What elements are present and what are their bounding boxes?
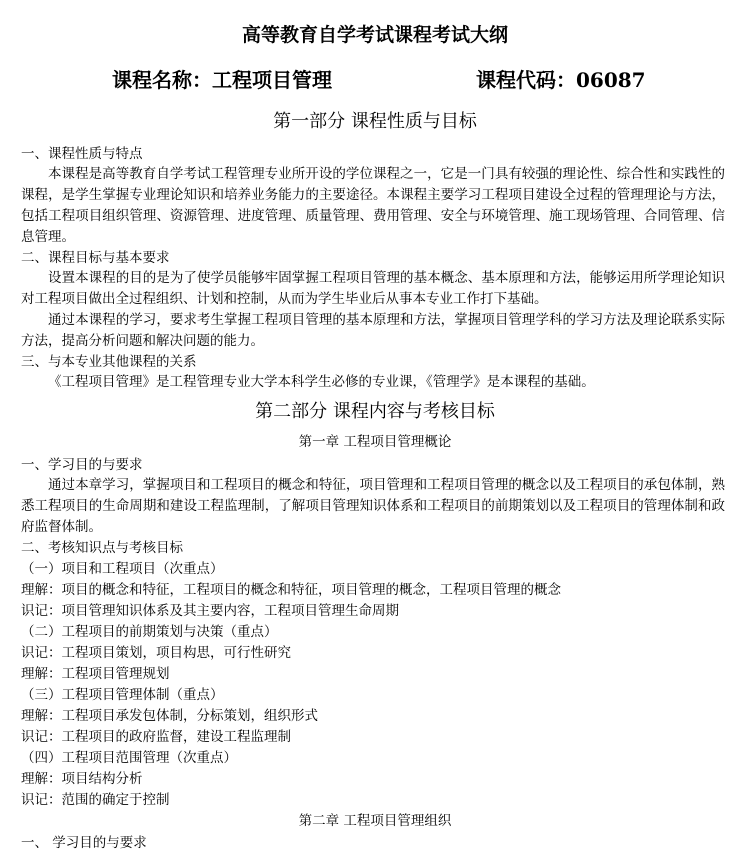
part1-section2-text1: 设置本课程的目的是为了使学员能够牢固掌握工程项目管理的基本概念、基本原理和方法，能够运用所学理论知识对工程项目做出全过程组织、计划和控制，从而为学生毕业后从事本专业工作打下基础。	[21, 270, 725, 307]
chapter1-point-line: 理解：工程项目承发包体制，分标策划，组织形式	[21, 708, 318, 724]
chapter2-goal-heading: 一、 学习目的与要求	[21, 835, 147, 851]
chapter1-point-line: 理解：工程项目管理规划	[21, 666, 170, 682]
chapter1-heading: 第一章 工程项目管理概论	[298, 434, 452, 450]
part1-section1-heading: 一、课程性质与特点	[21, 146, 143, 162]
part1-heading: 第一部分 课程性质与目标	[273, 111, 477, 132]
part1-section3-text: 《工程项目管理》是工程管理专业大学本科学生必修的专业课，《管理学》是本课程的基础。	[48, 374, 595, 390]
course-name: 课程名称：工程项目管理	[112, 68, 332, 92]
document-title: 高等教育自学考试课程考试大纲	[241, 24, 508, 46]
chapter1-point-line: 理解：项目结构分析	[21, 771, 143, 787]
part2-heading: 第二部分 课程内容与考核目标	[255, 401, 495, 422]
chapter1-point-line: 识记：项目管理知识体系及其主要内容，工程项目管理生命周期	[21, 603, 399, 619]
part1-section2-text2: 通过本课程的学习，要求考生掌握工程项目管理的基本原理和方法，掌握项目管理学科的学习方法及理论联系实际方法，提高分析问题和解决问题的能力。	[21, 312, 725, 349]
chapter1-point-line: （四）工程项目范围管理（次重点）	[21, 750, 237, 766]
chapter1-goal-text: 通过本章学习，掌握项目和工程项目的概念和特征，项目管理和工程项目管理的概念以及工程项目的承包体制，熟悉工程项目的生命周期和建设工程监理制，了解项目管理知识体系和工程项目的前期策划以及工程项目的管理体制和政府监督体制。	[21, 477, 725, 535]
course-code: 课程代码：06087	[476, 68, 646, 92]
chapter1-points-heading: 二、考核知识点与考核目标	[21, 540, 183, 556]
chapter1-point-line: 识记：工程项目的政府监督，建设工程监理制	[21, 729, 291, 745]
chapter1-point-line: 识记：工程项目策划，项目构思，可行性研究	[21, 645, 291, 661]
chapter1-point-line: 理解：项目的概念和特征，工程项目的概念和特征，项目管理的概念，工程项目管理的概念	[21, 582, 561, 598]
part1-section2-heading: 二、课程目标与基本要求	[21, 250, 170, 266]
chapter1-goal-heading: 一、学习目的与要求	[21, 457, 143, 473]
chapter1-point-line: （二）工程项目的前期策划与决策（重点）	[21, 624, 278, 640]
chapter1-point-line: （三）工程项目管理体制（重点）	[21, 687, 224, 703]
part1-section1-text: 本课程是高等教育自学考试工程管理专业所开设的学位课程之一，它是一门具有较强的理论性、综合性和实践性的课程，是学生掌握专业理论知识和培养业务能力的主要途径。本课程主要学习工程项目建设全过程的管理理论与方法，包括工程项目组织管理、资源管理、进度管理、质量管理、费用管理、安全与环境管理、施工现场管理、合同管理、信息管理。	[21, 166, 725, 245]
chapter1-point-line: （一）项目和工程项目（次重点）	[21, 561, 224, 577]
chapter1-point-line: 识记：范围的确定于控制	[21, 792, 170, 808]
part1-section3-heading: 三、与本专业其他课程的关系	[21, 354, 197, 370]
chapter2-heading: 第二章 工程项目管理组织	[298, 813, 452, 829]
